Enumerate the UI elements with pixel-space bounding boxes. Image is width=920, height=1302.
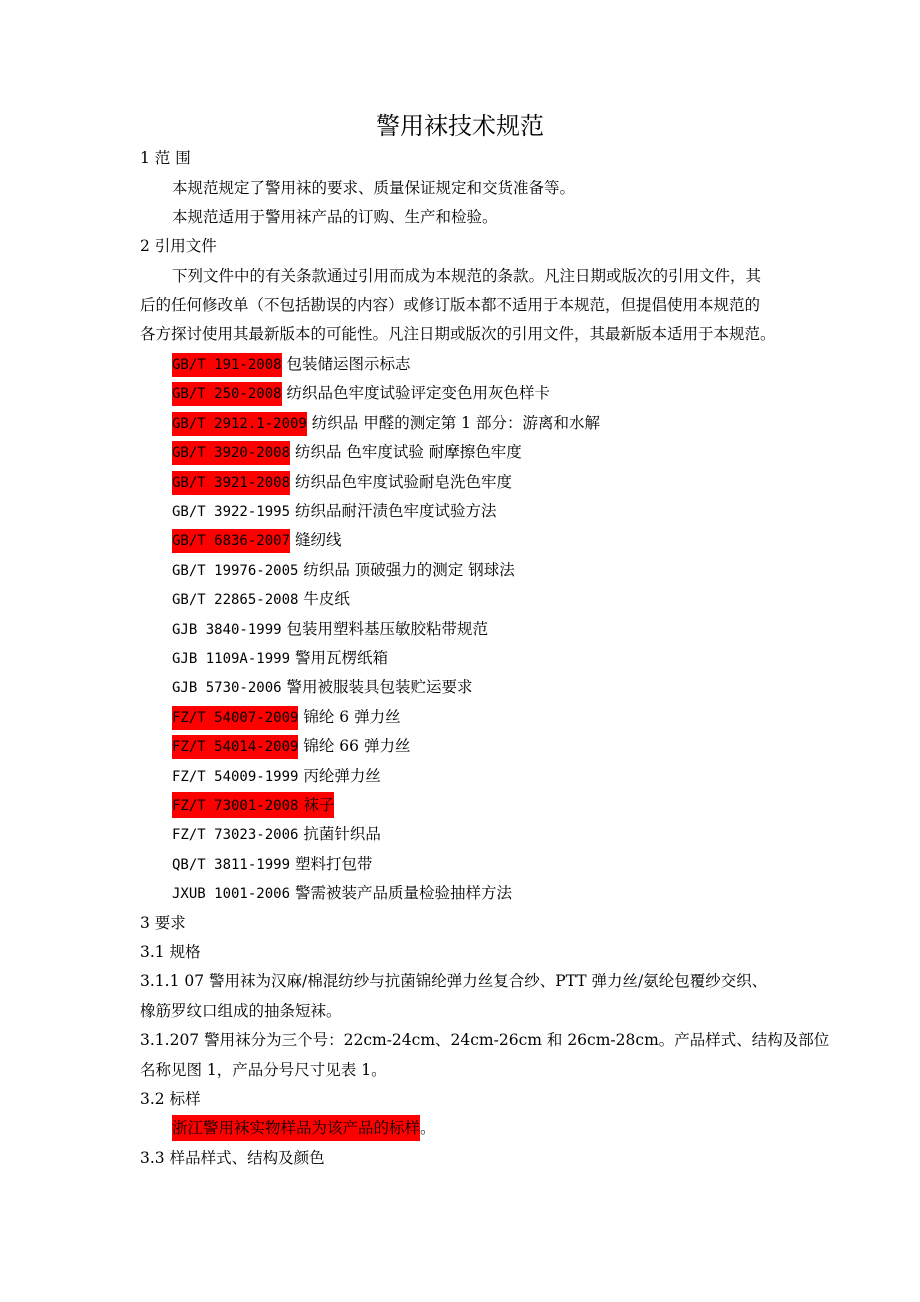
reference-title: 塑料打包带	[294, 855, 373, 873]
reference-title: 牛皮纸	[303, 590, 350, 608]
reference-code: GB/T 3922-1995	[172, 504, 291, 520]
reference-code: QB/T 3811-1999	[172, 857, 291, 873]
reference-code: GJB 5730-2006	[172, 680, 282, 696]
reference-code-highlighted: FZ/T 54014-2009	[172, 735, 298, 759]
reference-title: 警用被服装具包装贮运要求	[286, 678, 473, 696]
reference-item	[172, 411, 600, 436]
reference-code-highlighted: FZ/T 73001-2008	[172, 798, 299, 814]
section-3-3-heading: 3.3 样品样式、结构及颜色	[140, 1149, 325, 1167]
clause-3-1-2-line-2: 名称见图 1，产品分号尺寸见表 1。	[140, 1061, 387, 1079]
reference-code: FZ/T 73023-2006	[172, 827, 299, 843]
standard-sample-statement	[172, 1116, 436, 1140]
reference-title: 警用瓦楞纸箱	[294, 649, 388, 667]
reference-code-highlighted: GB/T 250-2008	[172, 382, 282, 406]
reference-title: 丙纶弹力丝	[303, 767, 381, 785]
reference-title: 警需被装产品质量检验抽样方法	[294, 884, 512, 902]
section-3-1-heading: 3.1 规格	[140, 943, 201, 961]
reference-title: 锦纶 66 弹力丝	[303, 737, 411, 755]
section-1-heading: 1 范 围	[140, 149, 191, 167]
reference-title: 纺织品色牢度试验评定变色用灰色样卡	[286, 384, 551, 402]
reference-item	[172, 528, 341, 553]
sentence-end-mark: 。	[420, 1119, 436, 1137]
reference-item	[172, 381, 550, 406]
section-1-paragraph-1: 本规范规定了警用袜的要求、质量保证规定和交货准备等。	[172, 179, 576, 197]
reference-item	[172, 675, 473, 700]
reference-item	[172, 617, 488, 642]
reference-title: 缝纫线	[294, 531, 342, 549]
reference-code-highlighted: GB/T 191-2008	[172, 353, 282, 377]
section-2-heading: 2 引用文件	[140, 237, 217, 255]
section-2-paragraph-line-3: 各方探讨使用其最新版本的可能性。凡注日期或版次的引用文件，其最新版本适用于本规范。	[140, 325, 776, 343]
reference-item	[172, 822, 381, 847]
section-1-paragraph-2: 本规范适用于警用袜产品的订购、生产和检验。	[172, 208, 498, 226]
reference-item	[172, 881, 512, 906]
reference-code: GB/T 19976-2005	[172, 563, 299, 579]
reference-item	[172, 587, 350, 612]
standard-sample-text-highlighted: 浙江警用袜实物样品为该产品的标样	[172, 1115, 420, 1141]
reference-title: 包装用塑料基压敏胶粘带规范	[286, 620, 489, 638]
reference-title: 袜子	[303, 796, 335, 814]
reference-code-highlighted: GB/T 3921-2008	[172, 471, 290, 495]
document-title: 警用袜技术规范	[376, 112, 544, 140]
section-3-2-heading: 3.2 标样	[140, 1090, 201, 1108]
reference-item	[172, 705, 401, 730]
reference-title: 纺织品 甲醛的测定第 1 部分：游离和水解	[311, 414, 600, 432]
reference-item	[172, 793, 334, 818]
clause-3-1-1-line-2: 橡筋罗纹口组成的抽条短袜。	[140, 1002, 342, 1020]
reference-item	[172, 499, 496, 524]
reference-title: 锦纶 6 弹力丝	[303, 708, 401, 726]
reference-title: 纺织品耐汗渍色牢度试验方法	[294, 502, 497, 520]
reference-code-highlighted: GB/T 3920-2008	[172, 441, 290, 465]
reference-title: 纺织品 色牢度试验 耐摩擦色牢度	[294, 443, 522, 461]
reference-code: GJB 1109A-1999	[172, 651, 291, 667]
reference-title: 包装储运图示标志	[286, 355, 411, 373]
reference-code: FZ/T 54009-1999	[172, 769, 299, 785]
reference-highlighted	[172, 792, 334, 818]
reference-title: 抗菌针织品	[303, 825, 381, 843]
reference-code: GJB 3840-1999	[172, 622, 282, 638]
clause-3-1-1-line-1: 3.1.1 07 警用袜为汉麻/棉混纺纱与抗菌锦纶弹力丝复合纱、PTT 弹力丝/氨纶包覆纱交织、	[140, 972, 768, 990]
reference-item	[172, 852, 372, 877]
section-2-paragraph-line-1: 下列文件中的有关条款通过引用而成为本规范的条款。凡注日期或版次的引用文件，其	[172, 267, 762, 285]
reference-item	[172, 440, 522, 465]
reference-item	[172, 558, 515, 583]
clause-3-1-2-line-1: 3.1.207 警用袜分为三个号：22cm-24cm、24cm-26cm 和 26cm-28cm。产品样式、结构及部位	[140, 1031, 830, 1049]
section-3-heading: 3 要求	[140, 914, 186, 932]
reference-code-highlighted: GB/T 2912.1-2009	[172, 412, 307, 436]
reference-code-highlighted: FZ/T 54007-2009	[172, 706, 298, 730]
reference-code-highlighted: GB/T 6836-2007	[172, 529, 290, 553]
section-2-paragraph-line-2: 后的任何修改单（不包括勘误的内容）或修订版本都不适用于本规范，但提倡使用本规范的	[140, 296, 761, 314]
reference-title: 纺织品 顶破强力的测定 钢球法	[303, 561, 515, 579]
reference-code: JXUB 1001-2006	[172, 886, 291, 902]
reference-item	[172, 352, 411, 377]
reference-title: 纺织品色牢度试验耐皂洗色牢度	[294, 473, 512, 491]
reference-item	[172, 734, 410, 759]
reference-code: GB/T 22865-2008	[172, 592, 299, 608]
reference-item	[172, 646, 388, 671]
reference-item	[172, 764, 381, 789]
reference-item	[172, 470, 512, 495]
